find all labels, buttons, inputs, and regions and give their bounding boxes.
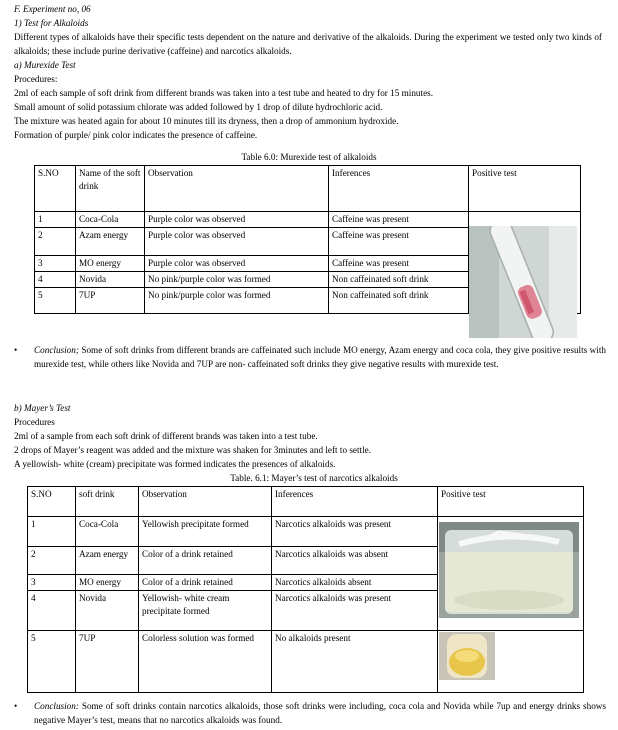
cell: Purple color was observed xyxy=(145,228,329,256)
cell: 2 xyxy=(35,228,76,256)
cell: Non caffeinated soft drink xyxy=(329,272,469,288)
cell: 2 xyxy=(28,547,76,575)
cell: 3 xyxy=(35,256,76,272)
bullet: • xyxy=(14,701,18,711)
cell: No alkaloids present xyxy=(272,631,438,693)
cell: Narcotics alkaloids was absent xyxy=(272,547,438,575)
cell: Caffeine was present xyxy=(329,256,469,272)
section-heading: 1) Test for Alkaloids xyxy=(14,18,89,28)
column-header: Inferences xyxy=(329,166,469,212)
cell: 7UP xyxy=(76,288,145,314)
conclusion-label: Conclusion: xyxy=(34,701,79,711)
cell: Coca-Cola xyxy=(76,212,145,228)
cell: Colorless solution was formed xyxy=(139,631,272,693)
cell: 5 xyxy=(28,631,76,693)
mayer-step: 2ml of a sample from each soft drink of different brands was taken into a test tube. xyxy=(14,431,318,441)
conclusion-text: Some of soft drinks from different brands are caffeinated such include MO energy, Azam energy and coca cola, they give positive results with murexide test, while others like Novida and 7UP are non- caffeinated soft drinks they give negative results with murexide test. xyxy=(34,345,606,369)
murexide-step: Small amount of solid potassium chlorate was added followed by 1 drop of dilute hydrochloric acid. xyxy=(14,102,383,112)
table-row xyxy=(28,631,584,693)
test-tube-photo xyxy=(469,226,577,338)
precipitate-tube-photo xyxy=(439,632,495,680)
cell: Purple color was observed xyxy=(145,212,329,228)
cell: No pink/purple color was formed xyxy=(145,288,329,314)
mayer-table-caption: Table. 6.1: Mayer’s test of narcotics alkaloids xyxy=(230,473,398,483)
cell: Color of a drink retained xyxy=(139,575,272,591)
conclusion-label: Conclusion; xyxy=(34,345,79,355)
mayer-step: 2 drops of Mayer’s reagent was added and the mixture was shaken for 3minutes and left to settle. xyxy=(14,445,372,455)
table-header-row xyxy=(28,487,584,517)
cell: Novida xyxy=(76,272,145,288)
intro-paragraph: Different types of alkaloids have their specific tests dependent on the nature and derivative of the alkaloids. During the experiment we tested only two kinds of alkaloids; these include purine derivative (caffeine) and narcotics alkaloids. xyxy=(14,32,602,56)
murexide-procedures-label: Procedures: xyxy=(14,74,58,84)
cell: MO energy xyxy=(76,575,139,591)
column-header: S.NO xyxy=(28,487,76,517)
cell: Narcotics alkaloids absent xyxy=(272,575,438,591)
column-header: S.NO xyxy=(35,166,76,212)
cell: Caffeine was present xyxy=(329,228,469,256)
cell: 5 xyxy=(35,288,76,314)
cell: 7UP xyxy=(76,631,139,693)
murexide-heading: a) Murexide Test xyxy=(14,60,76,70)
experiment-title: F. Experiment no, 06 xyxy=(14,4,91,14)
table-header-row xyxy=(35,166,581,212)
cell: Yellowish- white cream precipitate formed xyxy=(139,591,272,631)
cell: MO energy xyxy=(76,256,145,272)
column-header: Positive test xyxy=(469,166,581,212)
murexide-step: The mixture was heated again for about 10 minutes till its dryness, then a drop of ammonium hydroxide. xyxy=(14,116,399,126)
cell: 4 xyxy=(28,591,76,631)
cell: 3 xyxy=(28,575,76,591)
cell: Narcotics alkaloids was present xyxy=(272,591,438,631)
mayer-procedures-label: Procedures xyxy=(14,417,55,427)
murexide-table-caption: Table 6.0: Murexide test of alkaloids xyxy=(241,152,377,162)
column-header: Name of the soft drink xyxy=(76,166,145,212)
column-header: Positive test xyxy=(438,487,584,517)
column-header: soft drink xyxy=(76,487,139,517)
cell: Novida xyxy=(76,591,139,631)
cell: Coca-Cola xyxy=(76,517,139,547)
bullet: • xyxy=(14,345,18,355)
mayer-conclusion xyxy=(34,699,606,727)
column-header: Observation xyxy=(145,166,329,212)
cell: Azam energy xyxy=(76,228,145,256)
cell: 1 xyxy=(35,212,76,228)
conclusion-text: Some of soft drinks contain narcotics alkaloids, those soft drinks were including, coca cola and Novida while 7up and energy drinks shows negative Mayer’s test, means that no narcotics alkaloids was found. xyxy=(34,701,606,725)
cell: Caffeine was present xyxy=(329,212,469,228)
cell: No pink/purple color was formed xyxy=(145,272,329,288)
column-header: Inferences xyxy=(272,487,438,517)
cell: Azam energy xyxy=(76,547,139,575)
cell: Non caffeinated soft drink xyxy=(329,288,469,314)
beaker-photo xyxy=(439,522,579,618)
cell: Purple color was observed xyxy=(145,256,329,272)
cell: 1 xyxy=(28,517,76,547)
murexide-conclusion xyxy=(34,343,606,371)
murexide-step: 2ml of each sample of soft drink from different brands was taken into a test tube and heated to dry for 15 minutes. xyxy=(14,88,434,98)
cell: Color of a drink retained xyxy=(139,547,272,575)
cell: 4 xyxy=(35,272,76,288)
cell: Narcotics alkaloids was present xyxy=(272,517,438,547)
cell: Yellowish precipitate formed xyxy=(139,517,272,547)
mayer-heading: b) Mayer’s Test xyxy=(14,403,71,413)
mayer-step: A yellowish- white (cream) precipitate was formed indicates the presences of alkaloids. xyxy=(14,459,336,469)
murexide-step: Formation of purple/ pink color indicates the presence of caffeine. xyxy=(14,130,258,140)
column-header: Observation xyxy=(139,487,272,517)
